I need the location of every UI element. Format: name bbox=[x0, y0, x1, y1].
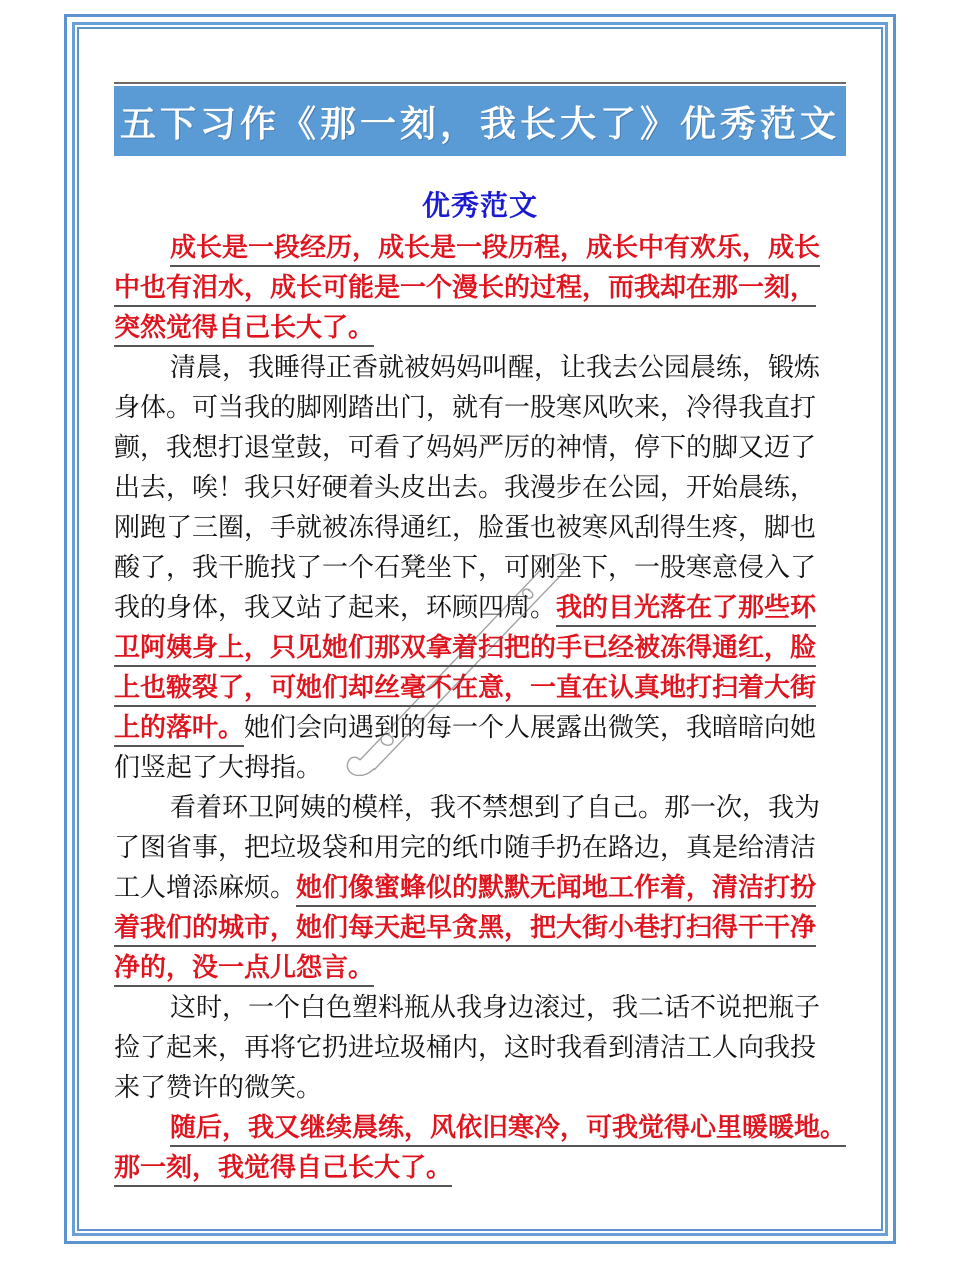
body-text: 来了赞许的微笑。 bbox=[114, 1073, 323, 1103]
body-text: 捡了起来，再将它扔进垃圾桶内，这时我看到清洁工人向我投 bbox=[114, 1033, 817, 1063]
essay-line bbox=[114, 1148, 854, 1188]
body-text: 酸了，我干脆找了一个石凳坐下，可刚坐下，一股寒意侵入了 bbox=[114, 553, 817, 583]
highlighted-sentence: 我的目光落在了那些环 bbox=[556, 593, 816, 627]
essay-line bbox=[114, 908, 854, 948]
highlighted-sentence: 突然觉得自己长大了。 bbox=[114, 313, 374, 347]
essay-line bbox=[114, 708, 854, 748]
essay-line bbox=[114, 468, 854, 508]
body-text: 工人增添麻烦。 bbox=[114, 873, 297, 903]
page-title: 五下习作《那一刻，我长大了》优秀范文 bbox=[114, 86, 846, 156]
body-text: 她们会向遇到的每一个人展露出微笑，我暗暗向她 bbox=[244, 713, 817, 743]
essay-line bbox=[114, 228, 854, 268]
body-text: 清晨，我睡得正香就被妈妈叫醒，让我去公园晨练，锻炼 bbox=[170, 353, 821, 383]
essay-line bbox=[114, 1028, 854, 1068]
body-text: 我的身体，我又站了起来，环顾四周。 bbox=[114, 593, 557, 623]
essay-line bbox=[114, 348, 854, 388]
section-subtitle: 优秀范文 bbox=[421, 189, 538, 222]
highlighted-sentence: 随后，我又继续晨练，风依旧寒冷，可我觉得心里暖暖地。 bbox=[170, 1113, 846, 1147]
essay-line bbox=[114, 868, 854, 908]
essay-line bbox=[114, 988, 854, 1028]
highlighted-sentence: 上也皲裂了，可她们却丝毫不在意，一直在认真地打扫着大街 bbox=[114, 673, 816, 707]
body-text: 了图省事，把垃圾袋和用完的纸巾随手扔在路边，真是给清洁 bbox=[114, 833, 817, 863]
highlighted-sentence: 那一刻，我觉得自己长大了。 bbox=[114, 1153, 452, 1187]
essay-line bbox=[114, 668, 854, 708]
body-text: 出去，唉！我只好硬着头皮出去。我漫步在公园，开始晨练， bbox=[114, 473, 817, 503]
highlighted-sentence: 着我们的城市，她们每天起早贪黑，把大街小巷打扫得干干净 bbox=[114, 913, 816, 947]
highlighted-sentence: 成长是一段经历，成长是一段历程，成长中有欢乐，成长 bbox=[170, 233, 820, 267]
essay-line bbox=[114, 828, 854, 868]
body-text: 看着环卫阿姨的模样，我不禁想到了自己。那一次，我为 bbox=[170, 793, 821, 823]
highlighted-sentence: 她们像蜜蜂似的默默无闻地工作着，清洁打扮 bbox=[296, 873, 816, 907]
highlighted-sentence: 中也有泪水，成长可能是一个漫长的过程，而我却在那一刻， bbox=[114, 273, 816, 307]
essay-line bbox=[114, 1068, 854, 1108]
body-text: 身体。可当我的脚刚踏出门，就有一股寒风吹来，冷得我直打 bbox=[114, 393, 817, 423]
essay-line bbox=[114, 268, 854, 308]
body-text: 刚跑了三圈，手就被冻得通红，脸蛋也被寒风刮得生疼，脚也 bbox=[114, 513, 817, 543]
body-text: 们竖起了大拇指。 bbox=[114, 753, 323, 783]
highlighted-sentence: 上的落叶。 bbox=[114, 713, 244, 747]
essay-line bbox=[114, 948, 854, 988]
body-text: 这时，一个白色塑料瓶从我身边滚过，我二话不说把瓶子 bbox=[170, 993, 821, 1023]
essay-line bbox=[114, 508, 854, 548]
essay-line bbox=[114, 748, 854, 788]
essay-line bbox=[114, 788, 854, 828]
essay-line bbox=[114, 308, 854, 348]
essay-line bbox=[114, 388, 854, 428]
essay-line bbox=[114, 588, 854, 628]
highlighted-sentence: 净的，没一点儿怨言。 bbox=[114, 953, 374, 987]
title-rule bbox=[114, 82, 846, 84]
essay-line bbox=[114, 548, 854, 588]
essay-line bbox=[114, 628, 854, 668]
highlighted-sentence: 卫阿姨身上，只见她们那双拿着扫把的手已经被冻得通红，脸 bbox=[114, 633, 816, 667]
essay-line bbox=[114, 428, 854, 468]
essay-body bbox=[114, 228, 854, 1188]
body-text: 颤，我想打退堂鼓，可看了妈妈严厉的神情，停下的脚又迈了 bbox=[114, 433, 817, 463]
essay-line bbox=[114, 1108, 854, 1148]
